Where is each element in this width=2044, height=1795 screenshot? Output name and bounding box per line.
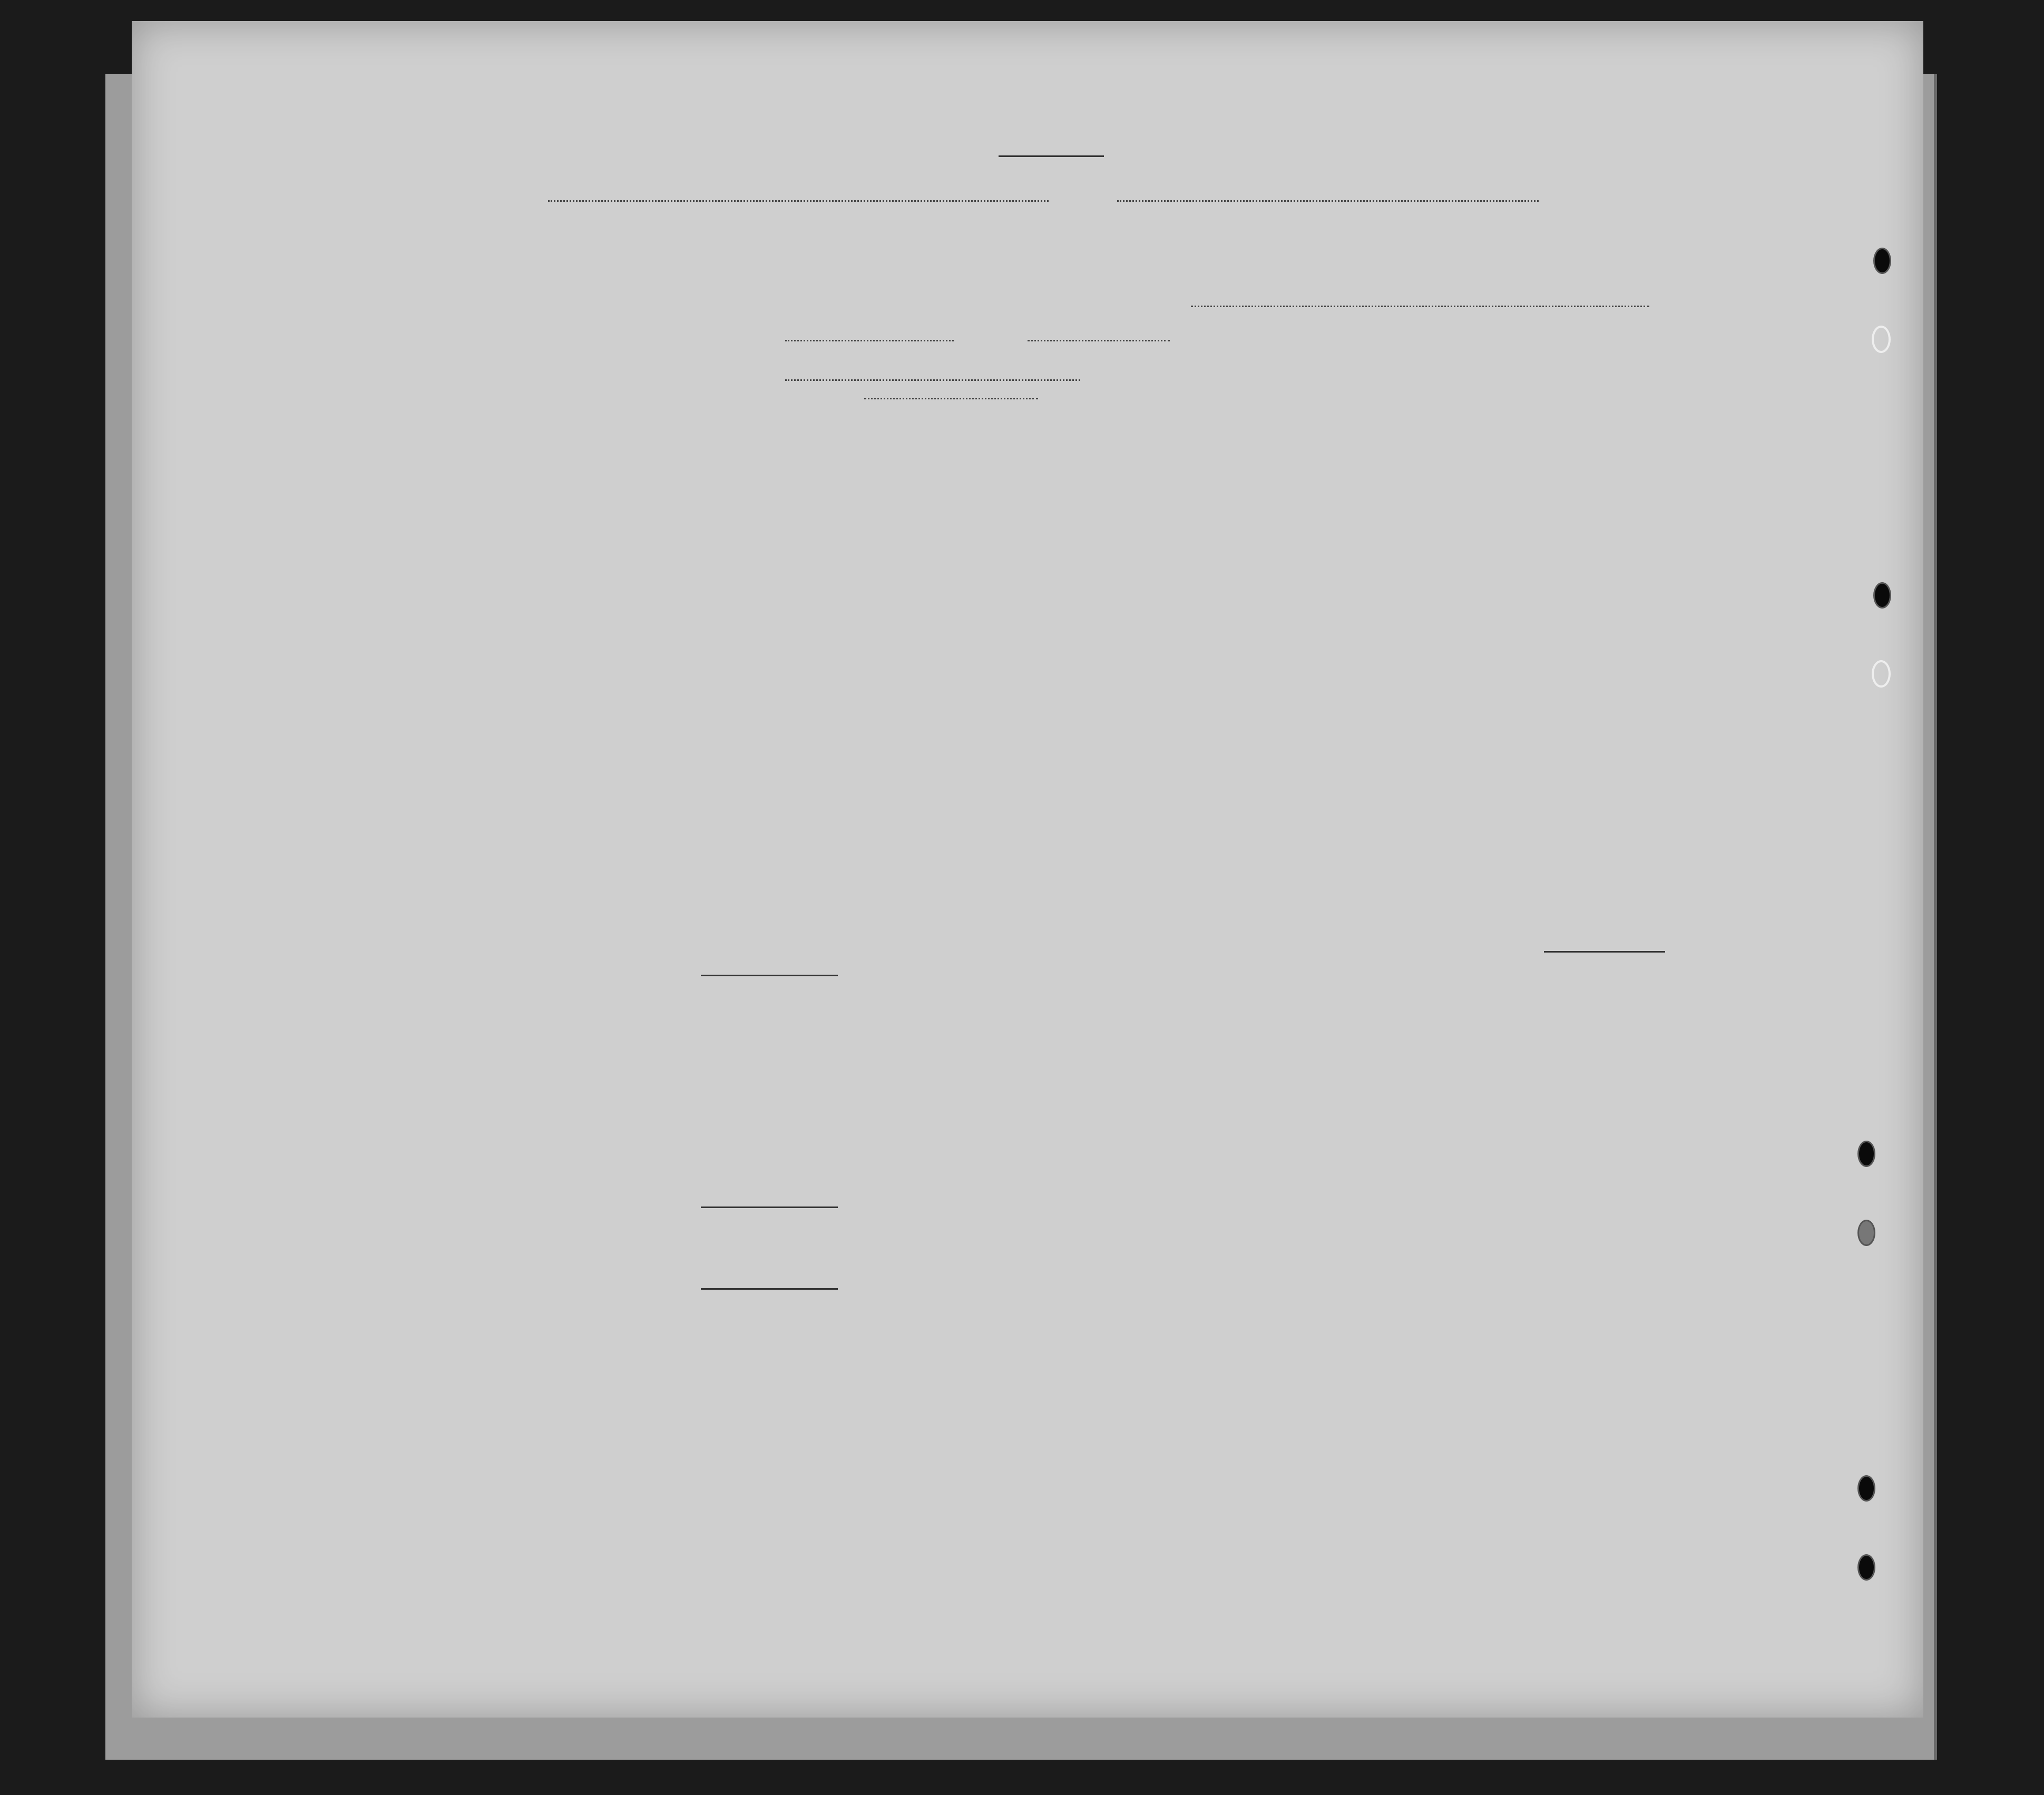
punch-hole [1857, 1220, 1875, 1246]
vessel-blank [1117, 200, 1539, 202]
inspector-signature-line-2 [864, 398, 1038, 399]
month-blank [1028, 340, 1170, 341]
races-underline [1544, 951, 1665, 953]
punch-hole [1873, 248, 1891, 274]
extract-1917-divider [701, 1207, 838, 1208]
notice-divider [701, 975, 838, 976]
day-blank [785, 340, 954, 341]
punch-hole [1872, 326, 1891, 353]
punch-hole [1857, 1554, 1875, 1581]
inspector-signature-line [785, 379, 1080, 381]
manifest-page [132, 21, 1923, 1718]
punch-hole [1857, 1141, 1875, 1167]
punch-hole [1857, 1475, 1875, 1502]
punch-hole [1872, 660, 1891, 688]
extract-rule6-divider [701, 1288, 838, 1290]
title-underline [999, 155, 1104, 157]
master-signature-line [1191, 306, 1649, 307]
punch-hole [1873, 582, 1891, 609]
name-blank [548, 200, 1049, 202]
